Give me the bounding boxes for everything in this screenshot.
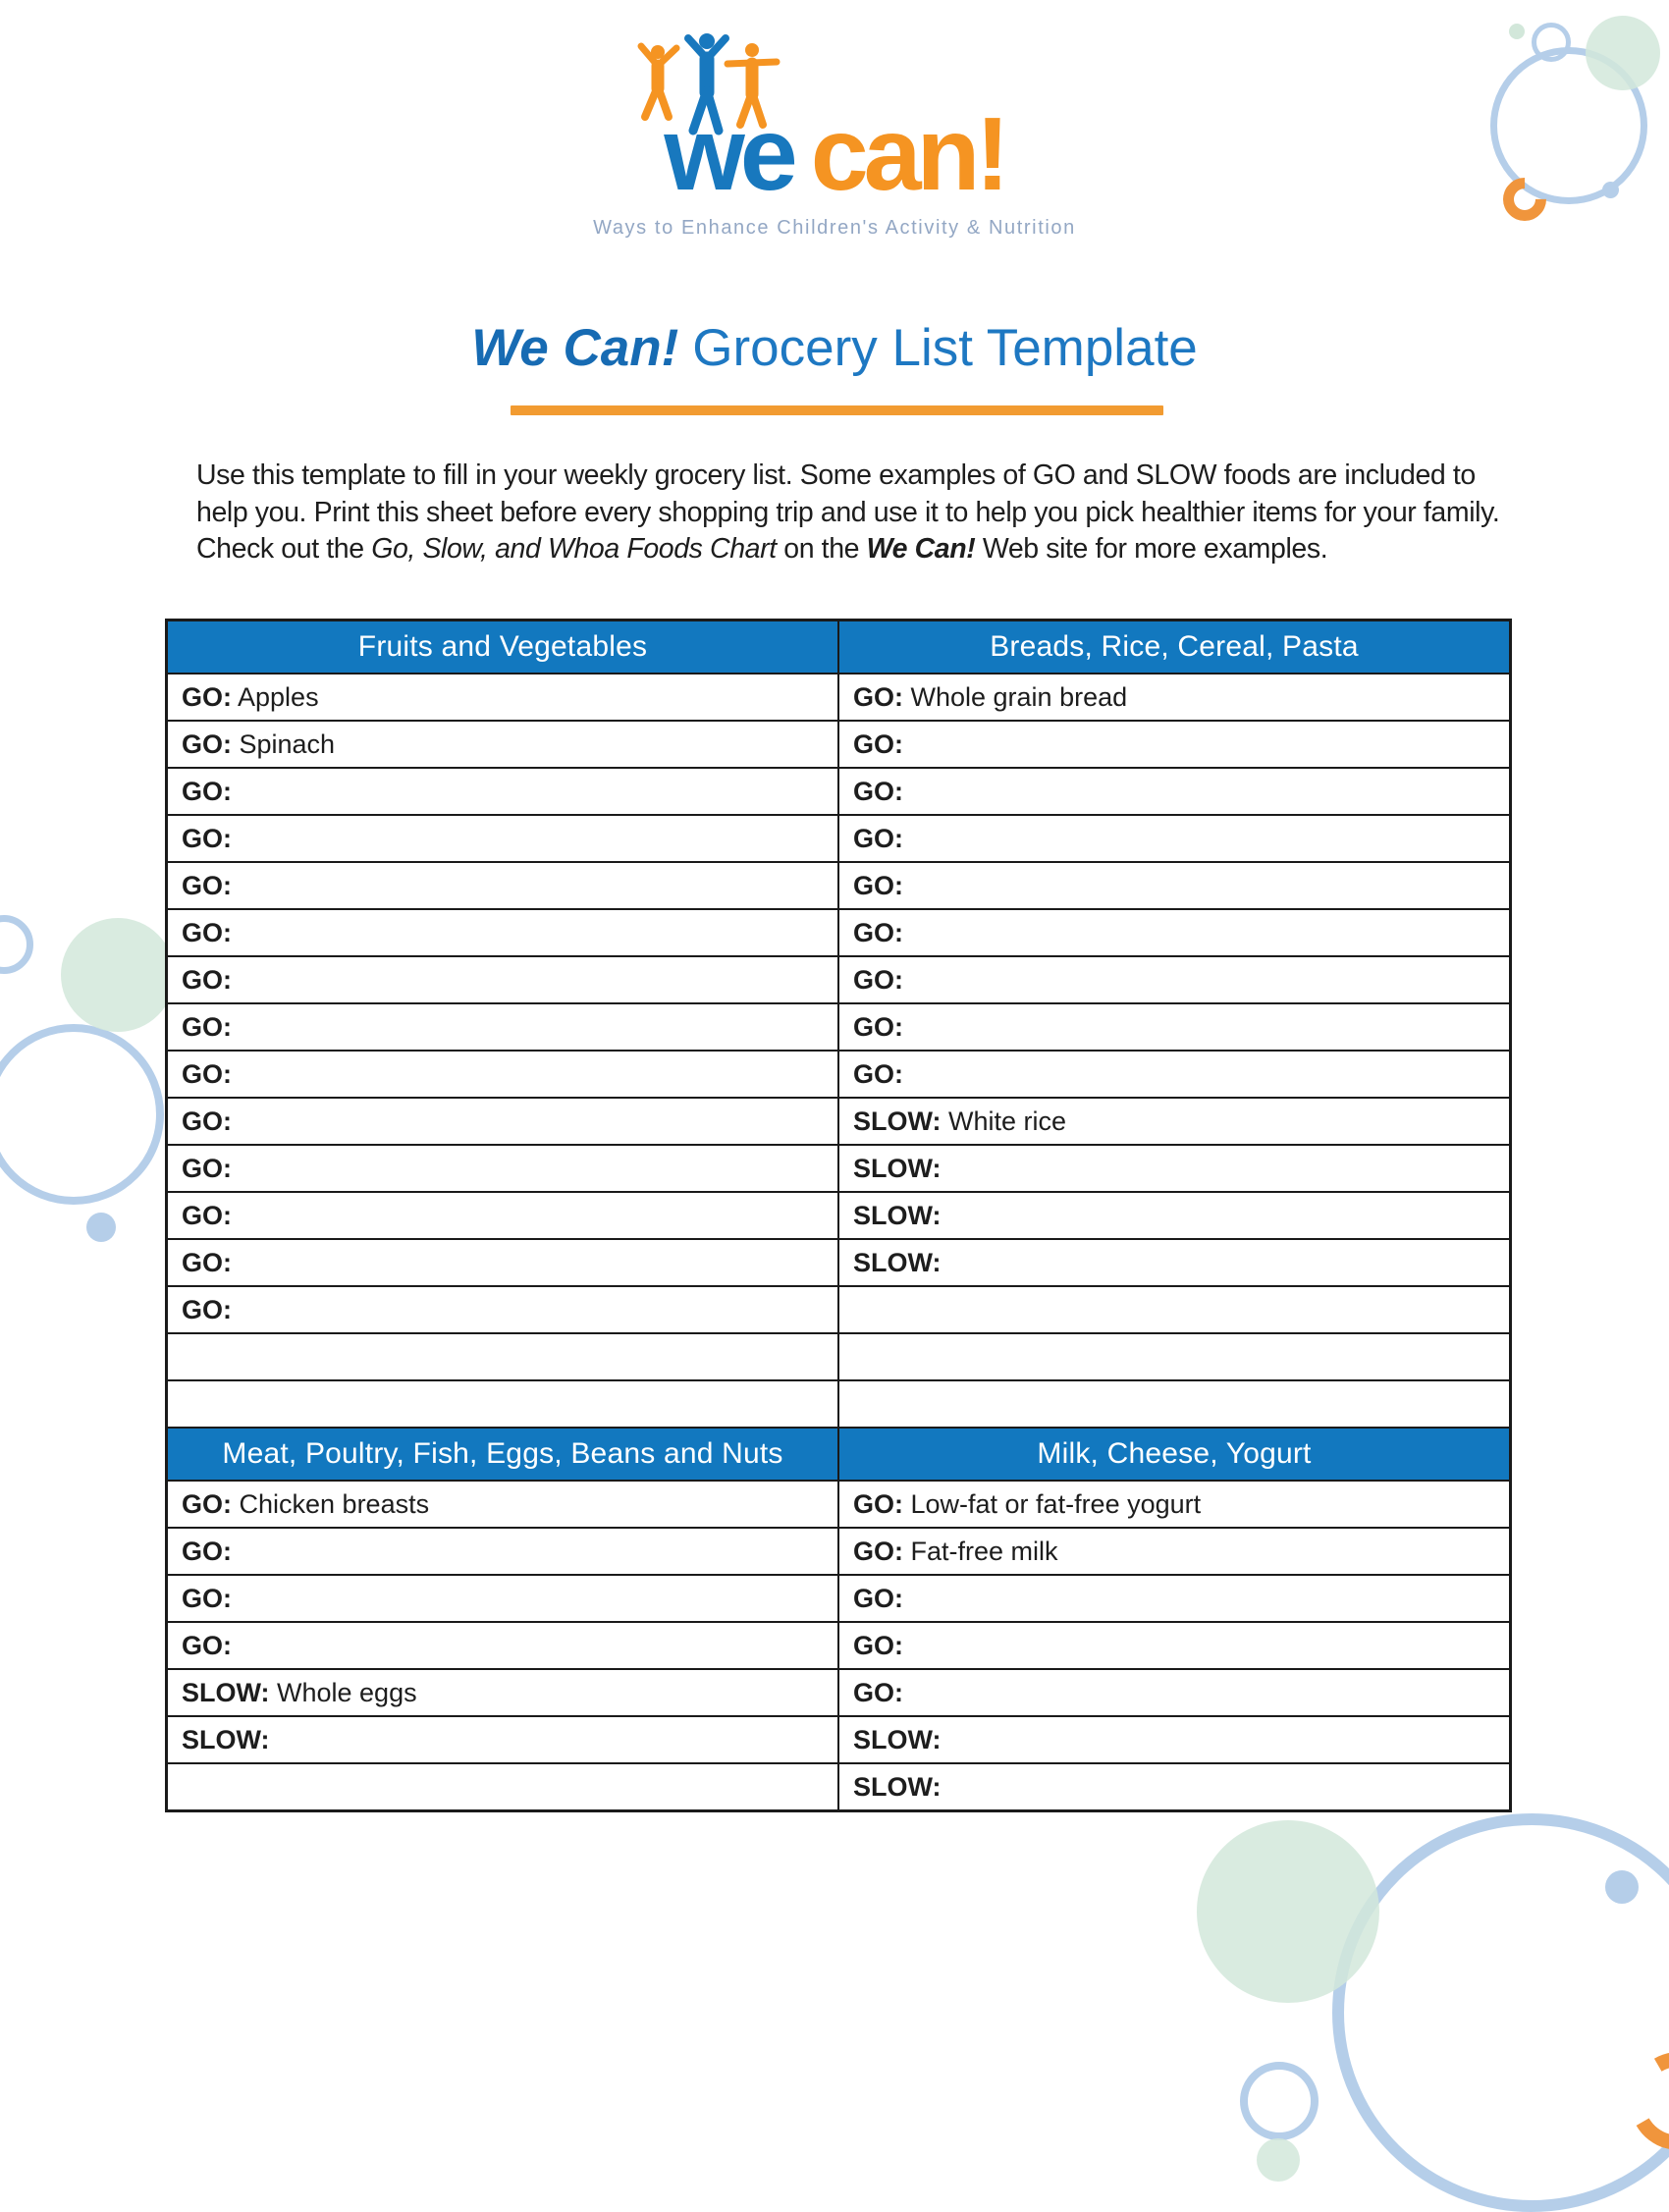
go-slow-label: GO: — [182, 870, 232, 900]
go-slow-label: GO: — [182, 1294, 232, 1324]
grocery-cell — [167, 1716, 839, 1763]
go-slow-label: SLOW: — [853, 1153, 942, 1183]
grocery-table — [165, 619, 1512, 1812]
grocery-row — [167, 1286, 1511, 1333]
go-slow-label: GO: — [853, 1488, 903, 1519]
grocery-cell — [167, 1528, 839, 1575]
go-slow-label: SLOW: — [853, 1247, 942, 1277]
item-text: Whole eggs — [269, 1677, 417, 1707]
grocery-row — [167, 1192, 1511, 1239]
go-slow-label: GO: — [853, 1058, 903, 1089]
grocery-cell — [167, 1286, 839, 1333]
go-slow-label: GO: — [853, 917, 903, 947]
grocery-cell — [167, 862, 839, 909]
item-text: Apples — [232, 681, 319, 712]
grocery-cell — [167, 1622, 839, 1669]
grocery-row — [167, 768, 1511, 815]
go-slow-label: GO: — [182, 728, 232, 759]
grocery-cell — [167, 815, 839, 862]
grocery-row — [167, 1145, 1511, 1192]
grocery-cell — [838, 1333, 1511, 1380]
grocery-cell — [167, 1481, 839, 1528]
logo-word-we: we — [664, 96, 793, 212]
title-underline — [511, 405, 1163, 415]
decor-blue-dot-bottomright — [1605, 1870, 1639, 1904]
grocery-cell — [838, 1145, 1511, 1192]
grocery-row — [167, 1239, 1511, 1286]
grocery-cell — [167, 1669, 839, 1716]
grocery-cell — [167, 1192, 839, 1239]
intro-chart-name: Go, Slow, and Whoa Foods Chart — [371, 533, 777, 565]
grocery-row — [167, 956, 1511, 1003]
grocery-cell — [838, 1575, 1511, 1622]
go-slow-label: GO: — [182, 776, 232, 806]
title-rest: Grocery List Template — [692, 319, 1198, 377]
grocery-cell — [167, 768, 839, 815]
grocery-cell — [838, 721, 1511, 768]
go-slow-label: GO: — [182, 823, 232, 853]
go-slow-label: SLOW: — [853, 1724, 942, 1754]
item-text: Fat-free milk — [903, 1536, 1058, 1566]
grocery-cell — [838, 1286, 1511, 1333]
go-slow-label: SLOW: — [853, 1771, 942, 1802]
grocery-cell — [167, 1098, 839, 1145]
grocery-cell — [167, 1763, 839, 1811]
go-slow-label: GO: — [182, 681, 232, 712]
grocery-cell — [838, 1192, 1511, 1239]
grocery-cell — [838, 909, 1511, 956]
section-header-cell: Milk, Cheese, Yogurt — [838, 1428, 1511, 1481]
go-slow-label: GO: — [853, 1630, 903, 1660]
grocery-cell — [838, 1669, 1511, 1716]
decor-green-circle-topright — [1586, 16, 1660, 90]
grocery-cell — [167, 1003, 839, 1051]
grocery-cell — [838, 815, 1511, 862]
go-slow-label: GO: — [853, 728, 903, 759]
grocery-cell — [167, 1575, 839, 1622]
grocery-cell — [838, 1239, 1511, 1286]
grocery-cell — [167, 956, 839, 1003]
grocery-cell — [167, 909, 839, 956]
grocery-cell — [838, 674, 1511, 721]
logo-wordmark — [0, 96, 1669, 212]
grocery-row — [167, 1380, 1511, 1428]
title-accent: We Can! — [471, 319, 679, 377]
go-slow-label: GO: — [853, 1583, 903, 1613]
grocery-row — [167, 1098, 1511, 1145]
grocery-cell — [838, 862, 1511, 909]
grocery-cell — [167, 1239, 839, 1286]
go-slow-label: GO: — [853, 681, 903, 712]
intro-paragraph — [196, 458, 1502, 568]
go-slow-label: SLOW: — [853, 1106, 942, 1136]
section-header-cell: Breads, Rice, Cereal, Pasta — [838, 620, 1511, 674]
grocery-cell — [838, 1481, 1511, 1528]
grocery-cell — [167, 674, 839, 721]
go-slow-label: GO: — [853, 776, 903, 806]
go-slow-label: GO: — [853, 870, 903, 900]
intro-text-2: on the — [776, 533, 867, 565]
go-slow-label: GO: — [182, 1011, 232, 1042]
item-text: Low-fat or fat-free yogurt — [903, 1488, 1202, 1519]
go-slow-label: GO: — [853, 1011, 903, 1042]
grocery-cell — [167, 1145, 839, 1192]
logo-tagline: Ways to Enhance Children's Activity & Nutrition — [593, 217, 1076, 239]
decor-small-ring-bottomright — [1240, 2062, 1319, 2140]
go-slow-label: GO: — [182, 1153, 232, 1183]
grocery-row — [167, 909, 1511, 956]
section-header-row — [167, 620, 1511, 674]
decor-green-dot-bottom — [1257, 2138, 1300, 2182]
grocery-cell — [838, 956, 1511, 1003]
grocery-row — [167, 1575, 1511, 1622]
grocery-row — [167, 1003, 1511, 1051]
go-slow-label: GO: — [853, 1536, 903, 1566]
grocery-row — [167, 1333, 1511, 1380]
decor-small-ring-left — [0, 915, 33, 974]
grocery-cell — [167, 1051, 839, 1098]
section-header-row — [167, 1428, 1511, 1481]
grocery-row — [167, 1669, 1511, 1716]
item-text: Chicken breasts — [232, 1488, 430, 1519]
go-slow-label: GO: — [182, 1200, 232, 1230]
item-text: Spinach — [232, 728, 336, 759]
grocery-cell — [838, 768, 1511, 815]
decor-blue-dot-left — [86, 1213, 116, 1242]
grocery-cell — [167, 1380, 839, 1428]
go-slow-label: SLOW: — [182, 1724, 270, 1754]
decor-large-ring-left — [0, 1024, 164, 1205]
grocery-row — [167, 1481, 1511, 1528]
grocery-cell — [838, 1763, 1511, 1811]
item-text: Whole grain bread — [903, 681, 1128, 712]
grocery-cell — [838, 1003, 1511, 1051]
page-title — [0, 320, 1669, 377]
grocery-cell — [838, 1051, 1511, 1098]
grocery-cell — [838, 1716, 1511, 1763]
grocery-cell — [167, 721, 839, 768]
intro-wecan-name: We Can! — [866, 533, 976, 565]
go-slow-label: GO: — [182, 964, 232, 995]
grocery-cell — [838, 1098, 1511, 1145]
intro-text-1: Use this template to fill in your weekly grocery list. Some examples of GO and SLOW foods are included to help you. Print this sheet before every shopping trip and use it to help you pick healthier items for your family. Check out the — [196, 459, 1500, 565]
decor-green-dot-topright — [1509, 24, 1525, 39]
grocery-row — [167, 1622, 1511, 1669]
grocery-row — [167, 1763, 1511, 1811]
go-slow-label: SLOW: — [853, 1200, 942, 1230]
item-text: White rice — [941, 1106, 1067, 1136]
go-slow-label: GO: — [182, 1247, 232, 1277]
grocery-row — [167, 674, 1511, 721]
go-slow-label: GO: — [182, 1106, 232, 1136]
grocery-row — [167, 1716, 1511, 1763]
logo-word-can: can! — [810, 96, 1005, 212]
intro-text-3: Web site for more examples. — [975, 533, 1328, 565]
go-slow-label: GO: — [853, 823, 903, 853]
decor-green-circle-bottomright — [1197, 1820, 1379, 2003]
grocery-row — [167, 1051, 1511, 1098]
grocery-row — [167, 862, 1511, 909]
go-slow-label: GO: — [182, 1536, 232, 1566]
go-slow-label: GO: — [853, 1677, 903, 1707]
section-header-cell: Meat, Poultry, Fish, Eggs, Beans and Nuts — [167, 1428, 839, 1481]
go-slow-label: GO: — [182, 1058, 232, 1089]
decor-green-circle-left — [61, 918, 175, 1032]
grocery-row — [167, 815, 1511, 862]
grocery-row — [167, 721, 1511, 768]
grocery-row — [167, 1528, 1511, 1575]
grocery-cell — [838, 1622, 1511, 1669]
go-slow-label: GO: — [182, 1630, 232, 1660]
grocery-cell — [167, 1333, 839, 1380]
go-slow-label: GO: — [182, 1583, 232, 1613]
grocery-cell — [838, 1528, 1511, 1575]
go-slow-label: SLOW: — [182, 1677, 270, 1707]
go-slow-label: GO: — [853, 964, 903, 995]
section-header-cell: Fruits and Vegetables — [167, 620, 839, 674]
go-slow-label: GO: — [182, 917, 232, 947]
grocery-cell — [838, 1380, 1511, 1428]
go-slow-label: GO: — [182, 1488, 232, 1519]
